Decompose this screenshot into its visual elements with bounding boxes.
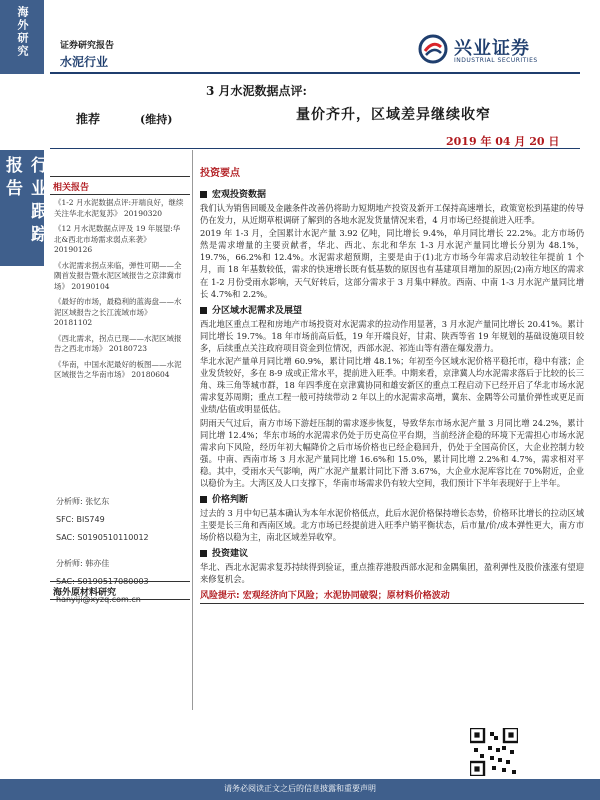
analyst-block-2 <box>56 558 149 606</box>
section-title: 价格判断 <box>212 495 249 506</box>
bullet-square-icon <box>200 550 207 557</box>
analyst-email[interactable]: hanyiji@xyzq.com.cn <box>56 595 141 604</box>
industry-label: 水泥行业 <box>60 55 109 69</box>
side-band-mid <box>0 150 47 266</box>
analyst-head: 海外原材料研究 <box>53 588 117 598</box>
side-top-label: 海外研究 <box>16 6 29 58</box>
paragraph: 2019 年 1-3 月，全国累计水泥产量 3.92 亿吨，同比增长 9.4%，单月同比增长 22.2%。北方市场仍然是需求增量的主要贡献者，华北、西北、东北和华东 1-3 月水泥产量同比增长分别为 48.1%，19.7%，66.2%和 12.4%。水泥需求超预期，主要是由于(1)北方市场今年需求启动较往年提前 1 个月，而 18 年基数较低，需求的快速增长既有低基数的原因也有基建项目增加的原因;(2)南方地区的需求在 1-2 月份受雨水影响，天气好转后，这部分需求于 3 月集中释放。西南、中南 1-3 月水泥产量同比增长 4.7%和 2.2%。 <box>200 228 584 299</box>
logo-cn: 兴业证券 <box>454 38 530 59</box>
logo-mark-icon <box>418 34 448 64</box>
paragraph: 华北水泥产量单月同比增 60.9%，累计同比增 48.1%；年初至今区域水泥价格平稳托市，稳中有涨；企业发货较好，多在 8-9 成或正常水平，提前进入旺季。中期来看，京津冀人均水泥需求落后于比较的长三角、珠三角等城市群，18 年四季度在京津冀协同和雄安新区的重点工程启动下已经开启了华北市场水泥需求复苏周期；重点工程一般可持续带动 2 年以上的水泥需求高增，冀东、金隅等公司量价弹性或更足而业绩/估值或明显低估。 <box>200 356 584 415</box>
column-divider <box>192 150 193 710</box>
related-list <box>54 198 184 386</box>
related-head: 相关报告 <box>53 183 90 193</box>
risk-warning: 风险提示: 宏观经济向下风险；水泥协同破裂；原材料价格波动 <box>200 590 450 601</box>
related-item[interactable]: 《最好的市场，最稳利的蓝海盘——水泥区域报告之长江流域市场》 20181102 <box>54 297 182 327</box>
report-title-line1: 3 月水泥数据点评: <box>206 84 307 98</box>
report-date: 2019 年 04 月 20 日 <box>446 135 560 148</box>
main-column <box>200 164 584 604</box>
related-item[interactable]: 《1-2 月水泥数据点评:开端良好，继续关注华北水泥复苏》 20190320 <box>54 198 184 218</box>
paragraph: 过去的 3 月中旬已基本确认为本年水泥价格低点，此后水泥价格保持增长态势，价格环比增长的拉动区域主要是长三角和西南区域。北方市场已经提前进入旺季户销平衡状态，后市量/价/成本弹性更大，南方市场价格以稳为主，南北区域差异收窄。 <box>200 508 584 543</box>
paragraph: 华北、西北水泥需求复苏持续得到验证，重点推荐港股西部水泥和金隅集团，盈利弹性及股价涨涨有望迎来修复机会。 <box>200 562 584 585</box>
left-rule <box>50 176 190 177</box>
logo-en: INDUSTRIAL SECURITIES <box>454 57 538 64</box>
rating: 推荐 <box>76 112 101 126</box>
related-item[interactable]: 《西北需求，拐点已现——水泥区域报告之西北市场》 20180723 <box>54 333 182 353</box>
paragraph: 西北地区重点工程和房地产市场投资对水泥需求的拉动作用显著，3 月水泥产量同比增长 20.41%。累计同比增长 19.7%。18 年市场前高后低，19 年开端良好，甘肃、陕西等省 19 年规划的基础设施项目较多，后续重点关注政府项目资金到位情况，西部水泥、祁连山等有潜在爆发潜力。 <box>200 318 584 353</box>
analyst-line: SFC: BIS749 <box>56 515 105 524</box>
side-band-top <box>0 0 44 74</box>
title-rule <box>50 148 580 149</box>
section-title: 分区域水泥需求及展望 <box>212 305 303 316</box>
section-head <box>200 187 584 200</box>
report-type: 证券研究报告 <box>60 41 115 51</box>
footer-disclaimer: 请务必阅读正文之后的信息披露和重要声明 <box>224 784 376 793</box>
section-title: 宏观投资数据 <box>212 190 267 200</box>
analyst-line: 分析师: 张忆东 <box>56 497 110 506</box>
bullet-square-icon <box>200 191 207 198</box>
related-item[interactable]: 《12 月水泥数据点评及 19 年展望:华北&西北市场需求弱点来袭》 20190126 <box>54 224 181 254</box>
related-item[interactable]: 《华南，中国水泥最好的板图——水泥区域报告之华南市场》 20180604 <box>54 359 182 379</box>
side-mid-label: 行业跟踪报告 <box>2 156 47 248</box>
analyst-line: 分析师: 韩亦佳 <box>56 559 110 568</box>
analyst-block-1 <box>56 496 149 544</box>
bullet-square-icon <box>200 307 207 314</box>
header-rule <box>50 72 580 74</box>
section-head <box>200 492 584 505</box>
left-rule <box>50 194 190 195</box>
brand-logo <box>418 32 578 68</box>
section-title: 投资建议 <box>212 549 249 560</box>
footer-band <box>0 779 600 800</box>
section-head <box>200 303 584 316</box>
paragraph: 阴雨天气过后，南方市场下游赶压制的需求逐步恢复，导致华东市场水泥产量 3 月同比增 24.2%，累计同比增 12.4%；华东市场的水泥需求仍处于历史高位平台期，当前经济企稳的环境下无需担心市场水泥需求向下风险，经历年初大幅降价之后市场价格也已经企稳回升，仍处于全国高价区，大企业控制力较强。中南、西南市场 3 月水泥产量同比增 16.6%和 15.0%，累计同比增 2.2%和 4.7%，需求相对平稳。其中，受雨水天气影响，两广水泥产量累计同比下滑 3.67%，大企业水泥库容比在 70%附近，企业以稳价为主。大湾区及人口支撑下，华南市场需求仍有较大空间，我们预计下半年表现好于上半年。 <box>200 417 584 488</box>
bullet-square-icon <box>200 496 207 503</box>
rating-sub: (维持) <box>140 113 173 126</box>
investment-highlights-head: 投资要点 <box>200 168 240 179</box>
analyst-line: SAC: S0190517080003 <box>56 577 149 586</box>
risk-rule <box>200 603 584 604</box>
paragraph: 我们认为销售回暖及金融条件改善仍将助力短期地产投资及新开工保持高速增长，政策宽松到基建的传导仍在发力，从近期草根调研了解到的各地水泥发货量情况来看，4 月市场已经提前进入旺季。 <box>200 203 584 226</box>
qr-code-icon <box>470 728 518 776</box>
report-title-line2: 量价齐升，区域差异继续收窄 <box>296 107 491 123</box>
section-head <box>200 546 584 559</box>
analyst-line: SAC: S0190510110012 <box>56 533 149 542</box>
related-item[interactable]: 《水泥需求拐点来临，弹性可期——全隅首发报告暨水泥区域报告之京津冀市场》 20190104 <box>54 260 182 291</box>
left-column <box>50 150 188 710</box>
